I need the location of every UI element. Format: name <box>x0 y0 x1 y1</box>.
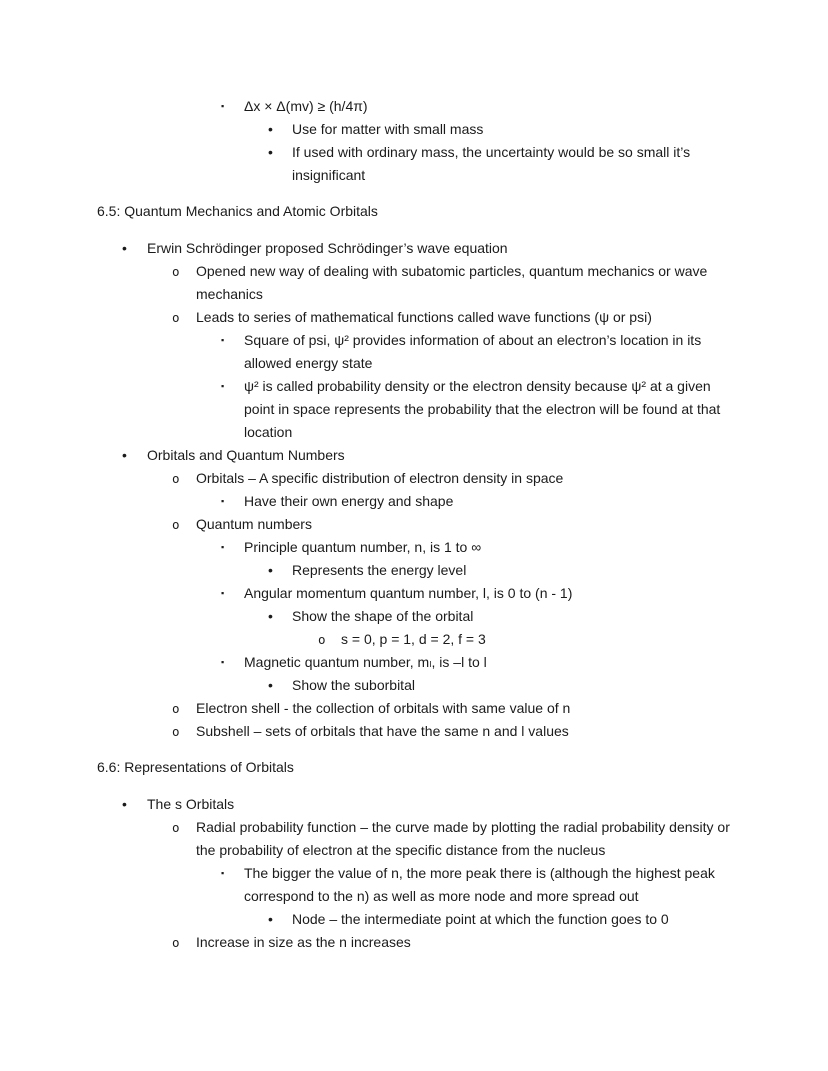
list-item <box>97 720 744 743</box>
bullet-icon: ▪ <box>221 657 225 667</box>
list-item <box>97 908 744 931</box>
block-text: Leads to series of mathematical functions called wave functions (ψ or psi) <box>196 309 652 325</box>
bullet-icon: • <box>122 796 127 812</box>
list-item <box>97 931 744 954</box>
list-item <box>97 862 744 908</box>
list-item <box>97 793 744 816</box>
bullet-icon: o <box>172 264 180 279</box>
bullet-icon: o <box>172 724 180 739</box>
bullet-icon: ▪ <box>221 588 225 598</box>
bullet-icon: ▪ <box>221 381 225 391</box>
block-text: s = 0, p = 1, d = 2, f = 3 <box>341 631 486 647</box>
section-heading <box>97 200 744 223</box>
list-item <box>97 628 744 651</box>
bullet-icon: ▪ <box>221 542 225 552</box>
bullet-icon: o <box>172 517 180 532</box>
list-item <box>97 306 744 329</box>
list-item <box>97 237 744 260</box>
block-text: If used with ordinary mass, the uncertainty would be so small it’s insignificant <box>292 144 691 183</box>
list-item <box>97 605 744 628</box>
bullet-icon: • <box>268 562 273 578</box>
list-item <box>97 674 744 697</box>
bullet-icon: ▪ <box>221 335 225 345</box>
block-text: 6.6: Representations of Orbitals <box>97 759 294 775</box>
document-body <box>97 95 744 954</box>
block-text: Show the suborbital <box>292 677 415 693</box>
bullet-icon: ▪ <box>221 101 225 111</box>
list-item <box>97 559 744 582</box>
block-text: Magnetic quantum number, mₗ, is –l to l <box>244 654 487 670</box>
block-text: Increase in size as the n increases <box>196 934 411 950</box>
block-text: Electron shell - the collection of orbitals with same value of n <box>196 700 571 716</box>
block-text: Have their own energy and shape <box>244 493 454 509</box>
list-item <box>97 697 744 720</box>
bullet-icon: ▪ <box>221 496 225 506</box>
block-text: Represents the energy level <box>292 562 467 578</box>
bullet-icon: o <box>318 632 326 647</box>
list-item <box>97 141 744 187</box>
bullet-icon: o <box>172 820 180 835</box>
bullet-icon: • <box>268 121 273 137</box>
block-text: Show the shape of the orbital <box>292 608 474 624</box>
block-text: Quantum numbers <box>196 516 312 532</box>
bullet-icon: ▪ <box>221 868 225 878</box>
block-text: Node – the intermediate point at which the function goes to 0 <box>292 911 669 927</box>
bullet-icon: • <box>268 144 273 160</box>
bullet-icon: • <box>268 677 273 693</box>
bullet-icon: • <box>122 240 127 256</box>
block-text: Δx × Δ(mv) ≥ (h/4π) <box>244 98 368 114</box>
bullet-icon: o <box>172 935 180 950</box>
block-text: The s Orbitals <box>147 796 235 812</box>
bullet-icon: o <box>172 471 180 486</box>
block-text: Erwin Schrödinger proposed Schrödinger’s wave equation <box>147 240 508 256</box>
block-text: Opened new way of dealing with subatomic particles, quantum mechanics or wave mechanics <box>196 263 708 302</box>
block-text: 6.5: Quantum Mechanics and Atomic Orbitals <box>97 203 378 219</box>
block-text: Subshell – sets of orbitals that have the same n and l values <box>196 723 569 739</box>
list-item <box>97 95 744 118</box>
bullet-icon: o <box>172 701 180 716</box>
list-item <box>97 651 744 674</box>
bullet-icon: • <box>122 447 127 463</box>
block-text: Orbitals and Quantum Numbers <box>147 447 345 463</box>
list-item <box>97 582 744 605</box>
list-item <box>97 329 744 375</box>
bullet-icon: • <box>268 911 273 927</box>
list-item <box>97 490 744 513</box>
list-item <box>97 513 744 536</box>
block-text: Angular momentum quantum number, l, is 0 to (n - 1) <box>244 585 573 601</box>
block-text: Square of psi, ψ² provides information of about an electron’s location in its allowed energy state <box>244 332 702 371</box>
section-heading <box>97 756 744 779</box>
block-text: The bigger the value of n, the more peak there is (although the highest peak correspond to the n) as well as more node and more spread out <box>244 865 715 904</box>
list-item <box>97 118 744 141</box>
list-item <box>97 260 744 306</box>
bullet-icon: • <box>268 608 273 624</box>
block-text: Use for matter with small mass <box>292 121 484 137</box>
block-text: Principle quantum number, n, is 1 to ∞ <box>244 539 482 555</box>
list-item <box>97 816 744 862</box>
list-item <box>97 375 744 444</box>
block-text: ψ² is called probability density or the electron density because ψ² at a given point in space represents the probability that the electron will be found at that location <box>244 378 721 440</box>
list-item <box>97 536 744 559</box>
list-item <box>97 444 744 467</box>
bullet-icon: o <box>172 310 180 325</box>
list-item <box>97 467 744 490</box>
block-text: Radial probability function – the curve made by plotting the radial probability density or the probability of electron at the specific distance from the nucleus <box>196 819 730 858</box>
block-text: Orbitals – A specific distribution of electron density in space <box>196 470 564 486</box>
